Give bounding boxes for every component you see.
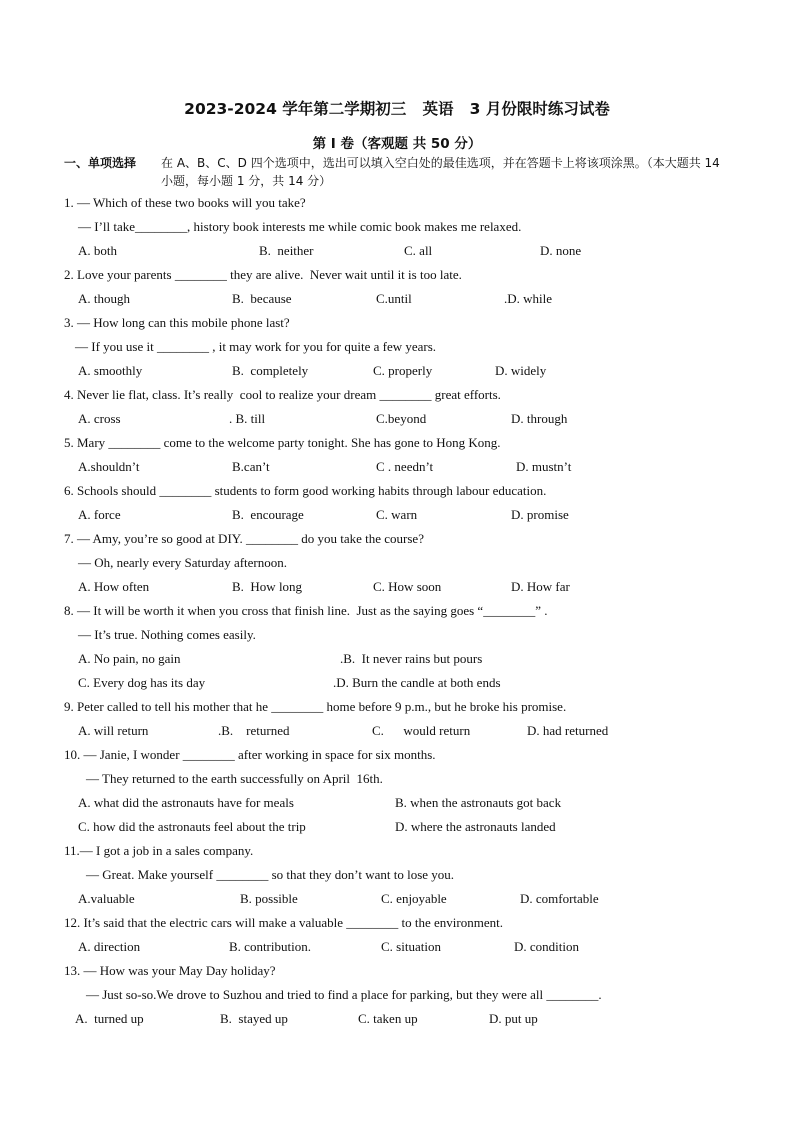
question-stem: 7. — Amy, you’re so good at DIY. ________ do you take the course? [64, 531, 424, 546]
question-stem: 3. — How long can this mobile phone last? [64, 315, 290, 330]
section-instructions: 在 A、B、C、D 四个选项中，选出可以填入空白处的最佳选项，并在答题卡上将该项涂黑。（本大题共 14 小题，每小题 1 分，共 14 分） [161, 156, 720, 188]
option-d: D. widely [495, 363, 547, 378]
option-b: B. contribution. [229, 939, 311, 954]
question-followup: — If you use it ________ , it may work for you for quite a few years. [75, 339, 437, 354]
option-d: D. condition [514, 939, 579, 954]
option-b: B. How long [232, 579, 303, 594]
option-a: A. cross [78, 411, 121, 426]
option-d: D. mustn’t [516, 459, 572, 474]
option-d: D. put up [489, 1011, 538, 1026]
option-c: C . needn’t [376, 459, 434, 474]
question-stem: 12. It’s said that the electric cars will make a valuable ________ to the environment. [64, 915, 503, 930]
option-c: C. situation [381, 939, 441, 954]
option-a: A. though [78, 291, 130, 306]
exam-subtitle: 第 I 卷（客观题 共 50 分） [312, 136, 482, 152]
option-c: C. all [404, 243, 433, 258]
option-b: B. when the astronauts got back [395, 795, 562, 810]
option-d: D. promise [511, 507, 569, 522]
question-stem: 10. — Janie, I wonder ________ after working in space for six months. [64, 747, 436, 762]
exam-title: 2023-2024 学年第二学期初三 英语 3 月份限时练习试卷 [184, 100, 610, 118]
option-d: D. where the astronauts landed [395, 819, 556, 834]
option-b: .B. It never rains but pours [340, 651, 483, 666]
option-a: A. direction [78, 939, 141, 954]
option-a: A.shouldn’t [78, 459, 140, 474]
option-d: D. through [511, 411, 568, 426]
option-d: .D. Burn the candle at both ends [333, 675, 501, 690]
question-followup: — Great. Make yourself ________ so that they don’t want to lose you. [86, 867, 455, 882]
question-stem: 11.— I got a job in a sales company. [64, 843, 254, 858]
question-stem: 4. Never lie flat, class. It’s really cool to realize your dream ________ great efforts. [64, 387, 501, 402]
option-c: C. how did the astronauts feel about the trip [78, 819, 306, 834]
option-a: A. How often [78, 579, 150, 594]
option-a: A. No pain, no gain [78, 651, 181, 666]
option-b: B.can’t [232, 459, 270, 474]
option-d: D. none [540, 243, 582, 258]
section-label: 一、单项选择 [64, 156, 137, 170]
option-b: B. possible [240, 891, 298, 906]
option-a: A. will return [78, 723, 149, 738]
option-d: D. had returned [527, 723, 609, 738]
option-a: A. what did the astronauts have for meals [78, 795, 294, 810]
option-d: D. How far [511, 579, 570, 594]
question-followup: — They returned to the earth successfully on April 16th. [86, 771, 383, 786]
option-b: B. neither [259, 243, 314, 258]
option-c: C. How soon [373, 579, 442, 594]
option-c: C. Every dog has its day [78, 675, 206, 690]
question-followup: — Just so-so.We drove to Suzhou and tried to find a place for parking, but they were all ________. [86, 987, 602, 1002]
question-stem: 13. — How was your May Day holiday? [64, 963, 276, 978]
option-d: .D. while [504, 291, 553, 306]
option-c: C. warn [376, 507, 418, 522]
question-followup: — I’ll take________, history book interests me while comic book makes me relaxed. [78, 219, 522, 234]
option-c: C.until [376, 291, 412, 306]
option-a: A. force [78, 507, 121, 522]
question-stem: 9. Peter called to tell his mother that he ________ home before 9 p.m., but he broke his promise. [64, 699, 567, 714]
question-stem: 6. Schools should ________ students to form good working habits through labour education. [64, 483, 547, 498]
question-followup: — It’s true. Nothing comes easily. [78, 627, 256, 642]
question-stem: 1. — Which of these two books will you take? [64, 195, 306, 210]
option-a: A. turned up [75, 1011, 144, 1026]
question-stem: 2. Love your parents ________ they are alive. Never wait until it is too late. [64, 267, 462, 282]
option-a: A.valuable [78, 891, 135, 906]
question-stem: 8. — It will be worth it when you cross that finish line. Just as the saying goes “________” . [64, 603, 548, 618]
option-d: D. comfortable [520, 891, 599, 906]
option-b: . B. till [229, 411, 266, 426]
option-c: C. properly [373, 363, 433, 378]
option-b: B. encourage [232, 507, 304, 522]
question-stem: 5. Mary ________ come to the welcome party tonight. She has gone to Hong Kong. [64, 435, 501, 450]
option-a: A. smoothly [78, 363, 143, 378]
option-b: B. completely [232, 363, 309, 378]
option-b: B. stayed up [220, 1011, 288, 1026]
question-followup: — Oh, nearly every Saturday afternoon. [78, 555, 288, 570]
option-c: C.beyond [376, 411, 427, 426]
option-b: .B. returned [218, 723, 290, 738]
option-a: A. both [78, 243, 117, 258]
option-c: C. enjoyable [381, 891, 447, 906]
option-c: C. taken up [358, 1011, 418, 1026]
option-b: B. because [232, 291, 292, 306]
option-c: C. would return [372, 723, 471, 738]
